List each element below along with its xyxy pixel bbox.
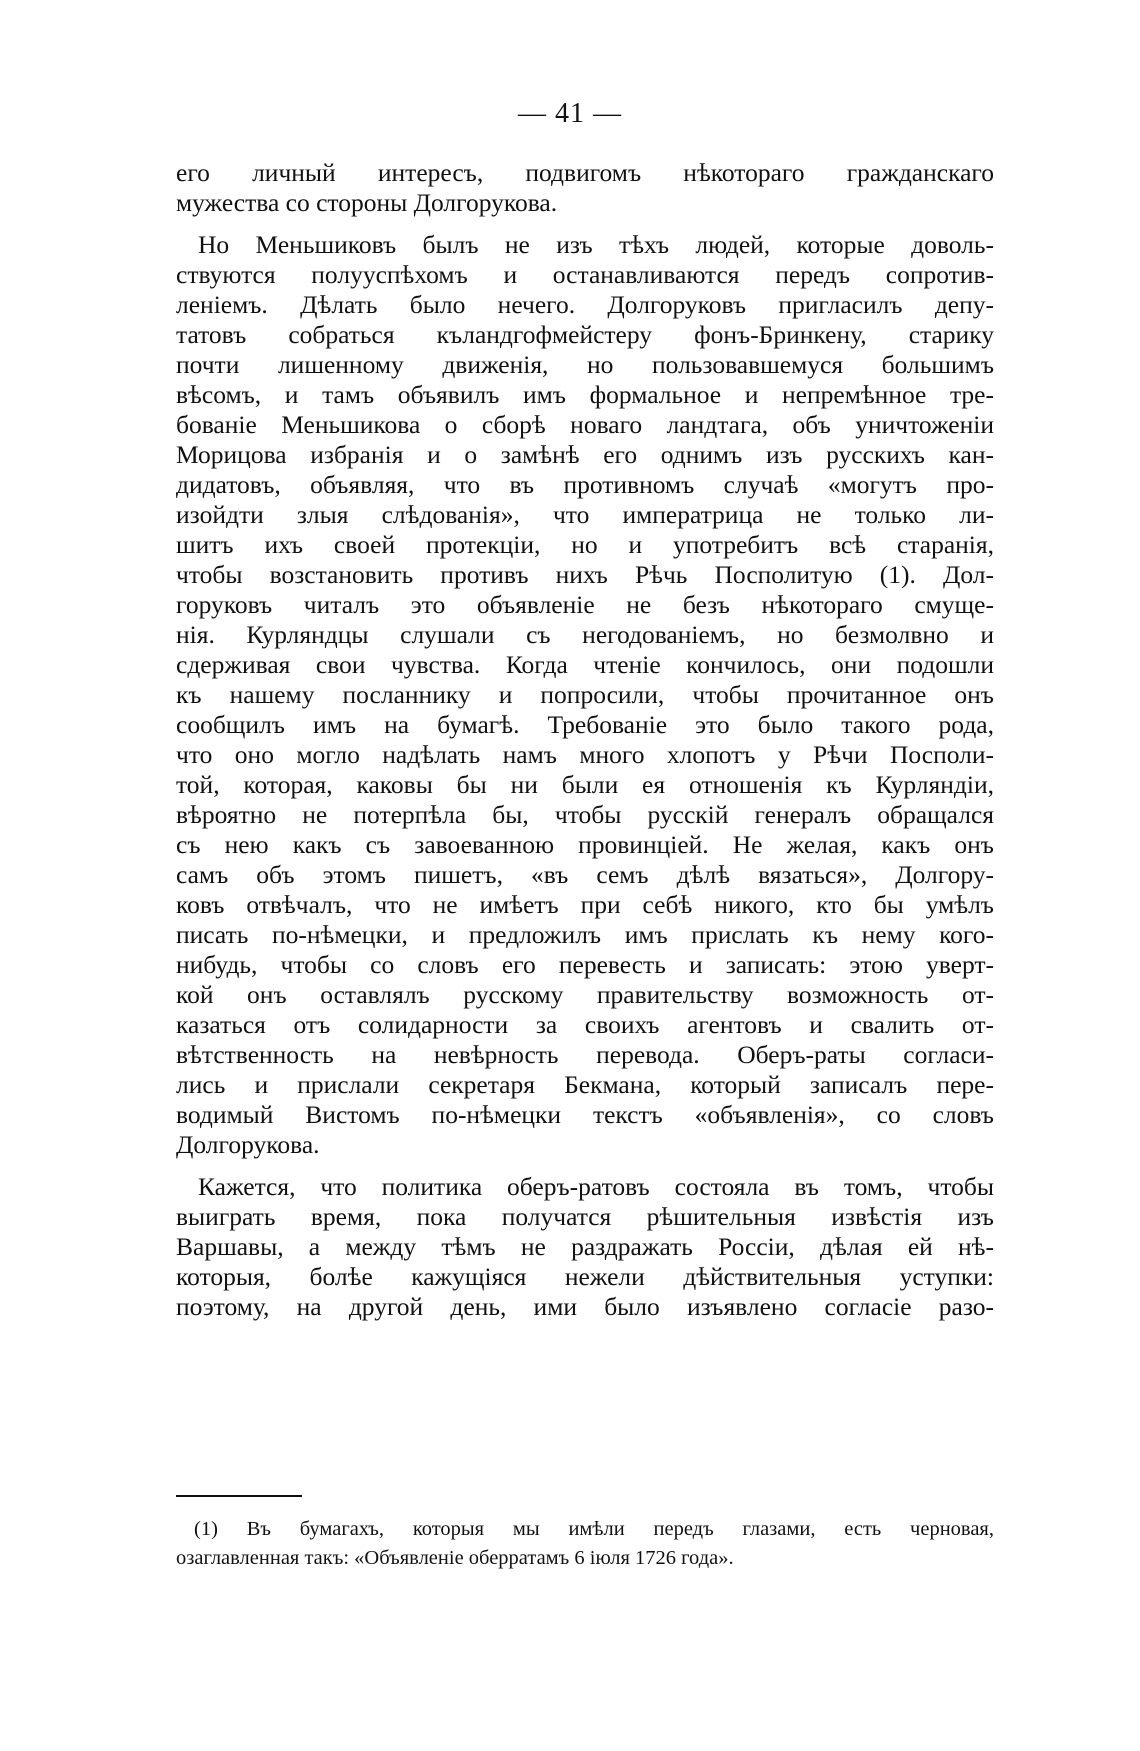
text-line: Кажется, что политика оберъ-ратовъ состояла въ томъ, чтобы: [198, 1172, 994, 1201]
text-line: сдерживая свои чувства. Когда чтеніе кончилось, они подошли: [176, 650, 994, 679]
text-line: казаться отъ солидарности за своихъ агентовъ и свалить от-: [176, 1010, 994, 1039]
text-line: Морицова избранія и о замѣнѣ его однимъ изъ русскихъ кан-: [176, 440, 994, 469]
text-line: бованіе Меньшикова о сборѣ новаго ландтага, объ уничтоженіи: [176, 410, 994, 439]
paragraph: [176, 230, 994, 1160]
text-line: Варшавы, а между тѣмъ не раздражать Россіи, дѣлая ей нѣ-: [176, 1232, 994, 1261]
text-line: татовъ собраться къландгофмейстеру фонъ-Бринкену, старику: [176, 320, 994, 349]
text-line: вѣсомъ, и тамъ объявилъ имъ формальное и непремѣнное тре-: [176, 380, 994, 409]
text-line: горуковъ читалъ это объявленіе не безъ нѣкотораго смуще-: [176, 590, 994, 619]
text-line: леніемъ. Дѣлать было нечего. Долгоруковъ пригласилъ депу-: [176, 290, 994, 319]
text-line: ковъ отвѣчалъ, что не имѣетъ при себѣ никого, кто бы умѣлъ: [176, 890, 994, 919]
text-line: къ нашему посланнику и попросили, чтобы прочитанное онъ: [176, 680, 994, 709]
footnote-line: (1) Въ бумагахъ, которыя мы имѣли передъ глазами, есть черновая,: [194, 1518, 994, 1540]
text-line: чтобы возстановить противъ нихъ Рѣчь Посполитую (1). Дол-: [176, 560, 994, 589]
footnote-divider: [176, 1495, 302, 1497]
text-line: ствуются полууспѣхомъ и останавливаются передъ сопротив-: [176, 260, 994, 289]
text-line: поэтому, на другой день, ими было изъявлено согласіе разо-: [176, 1292, 994, 1321]
text-line: самъ объ этомъ пишетъ, «въ семъ дѣлѣ вязаться», Долгору-: [176, 860, 994, 889]
text-line: писать по-нѣмецки, и предложилъ имъ прислать къ нему кого-: [176, 920, 994, 949]
text-line: дидатовъ, объявляя, что въ противномъ случаѣ «могутъ про-: [176, 470, 994, 499]
text-line: его личный интересъ, подвигомъ нѣкотораго гражданскаго: [176, 158, 994, 187]
text-line: съ нею какъ съ завоеванною провинціей. Не желая, какъ онъ: [176, 830, 994, 859]
text-line: выиграть время, пока получатся рѣшительныя извѣстія изъ: [176, 1202, 994, 1231]
text-line: лись и прислали секретаря Бекмана, который записалъ пере-: [176, 1070, 994, 1099]
text-line: Долгорукова.: [176, 1130, 320, 1159]
text-line: водимый Вистомъ по-нѣмецки текстъ «объявленія», со словъ: [176, 1100, 994, 1129]
footnote: [176, 1515, 994, 1573]
paragraph: [176, 1172, 994, 1322]
text-line: нія. Курляндцы слушали съ негодованіемъ, но безмолвно и: [176, 620, 994, 649]
text-line: Но Меньшиковъ былъ не изъ тѣхъ людей, которые доволь-: [198, 230, 994, 259]
text-line: нибудь, чтобы со словъ его перевесть и записать: этою уверт-: [176, 950, 994, 979]
text-line: той, которая, каковы бы ни были ея отношенія къ Курляндіи,: [176, 770, 994, 799]
paragraph: [176, 158, 994, 218]
text-line: шитъ ихъ своей протекціи, но и употребитъ всѣ старанія,: [176, 530, 994, 559]
text-line: кой онъ оставлялъ русскому правительству возможность от-: [176, 980, 994, 1009]
text-line: вѣтственность на невѣрность перевода. Оберъ-раты согласи-: [176, 1040, 994, 1069]
text-line: сообщилъ имъ на бумагѣ. Требованіе это было такого рода,: [176, 710, 994, 739]
text-line: которыя, болѣе кажущіяся нежели дѣйствительныя уступки:: [176, 1262, 994, 1291]
text-line: изойдти злыя слѣдованія», что императрица не только ли-: [176, 500, 994, 529]
text-line: вѣроятно не потерпѣла бы, чтобы русскій генералъ обращался: [176, 800, 994, 829]
text-line: что оно могло надѣлать намъ много хлопотъ у Рѣчи Посполи-: [176, 740, 994, 769]
footnote-line: озаглавленная такъ: «Объявленіе оберратамъ 6 іюля 1726 года».: [176, 1547, 734, 1569]
text-line: мужества со стороны Долгорукова.: [176, 188, 558, 217]
body-text: [176, 158, 994, 1322]
text-line: почти лишенному движенія, но пользовавшемуся большимъ: [176, 350, 994, 379]
page-number: — 41 —: [518, 98, 622, 129]
